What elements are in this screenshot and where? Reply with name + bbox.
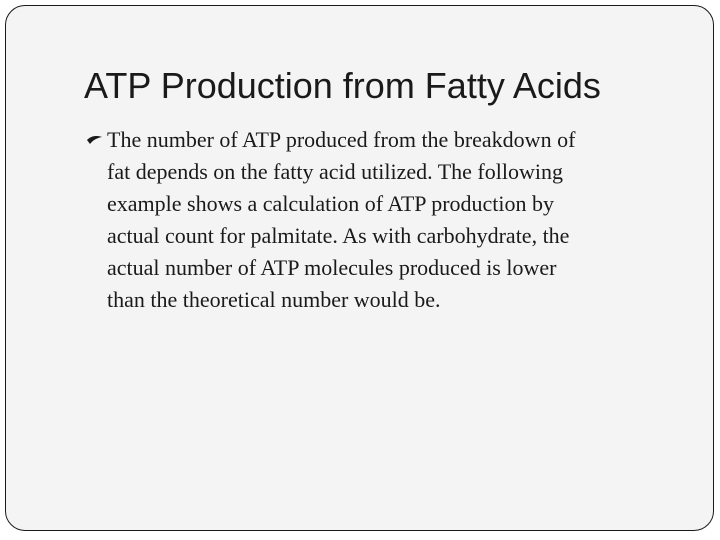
bullet-item bbox=[86, 124, 686, 316]
bullet-text-line: actual count for palmitate. As with carbohydrate, the bbox=[107, 223, 570, 248]
slide-title: ATP Production from Fatty Acids bbox=[84, 65, 601, 106]
bullet-text bbox=[86, 124, 686, 316]
bullet-text-line: actual number of ATP molecules produced is lower bbox=[107, 255, 557, 280]
bullet-arrow-icon bbox=[86, 133, 103, 147]
bullet-text-line: example shows a calculation of ATP production by bbox=[107, 191, 555, 216]
bullet-text-line: than the theoretical number would be. bbox=[107, 287, 441, 312]
bullet-text-line: The number of ATP produced from the breakdown of bbox=[107, 127, 576, 152]
slide-frame bbox=[5, 5, 714, 531]
bullet-text-line: fat depends on the fatty acid utilized. The following bbox=[107, 159, 563, 184]
